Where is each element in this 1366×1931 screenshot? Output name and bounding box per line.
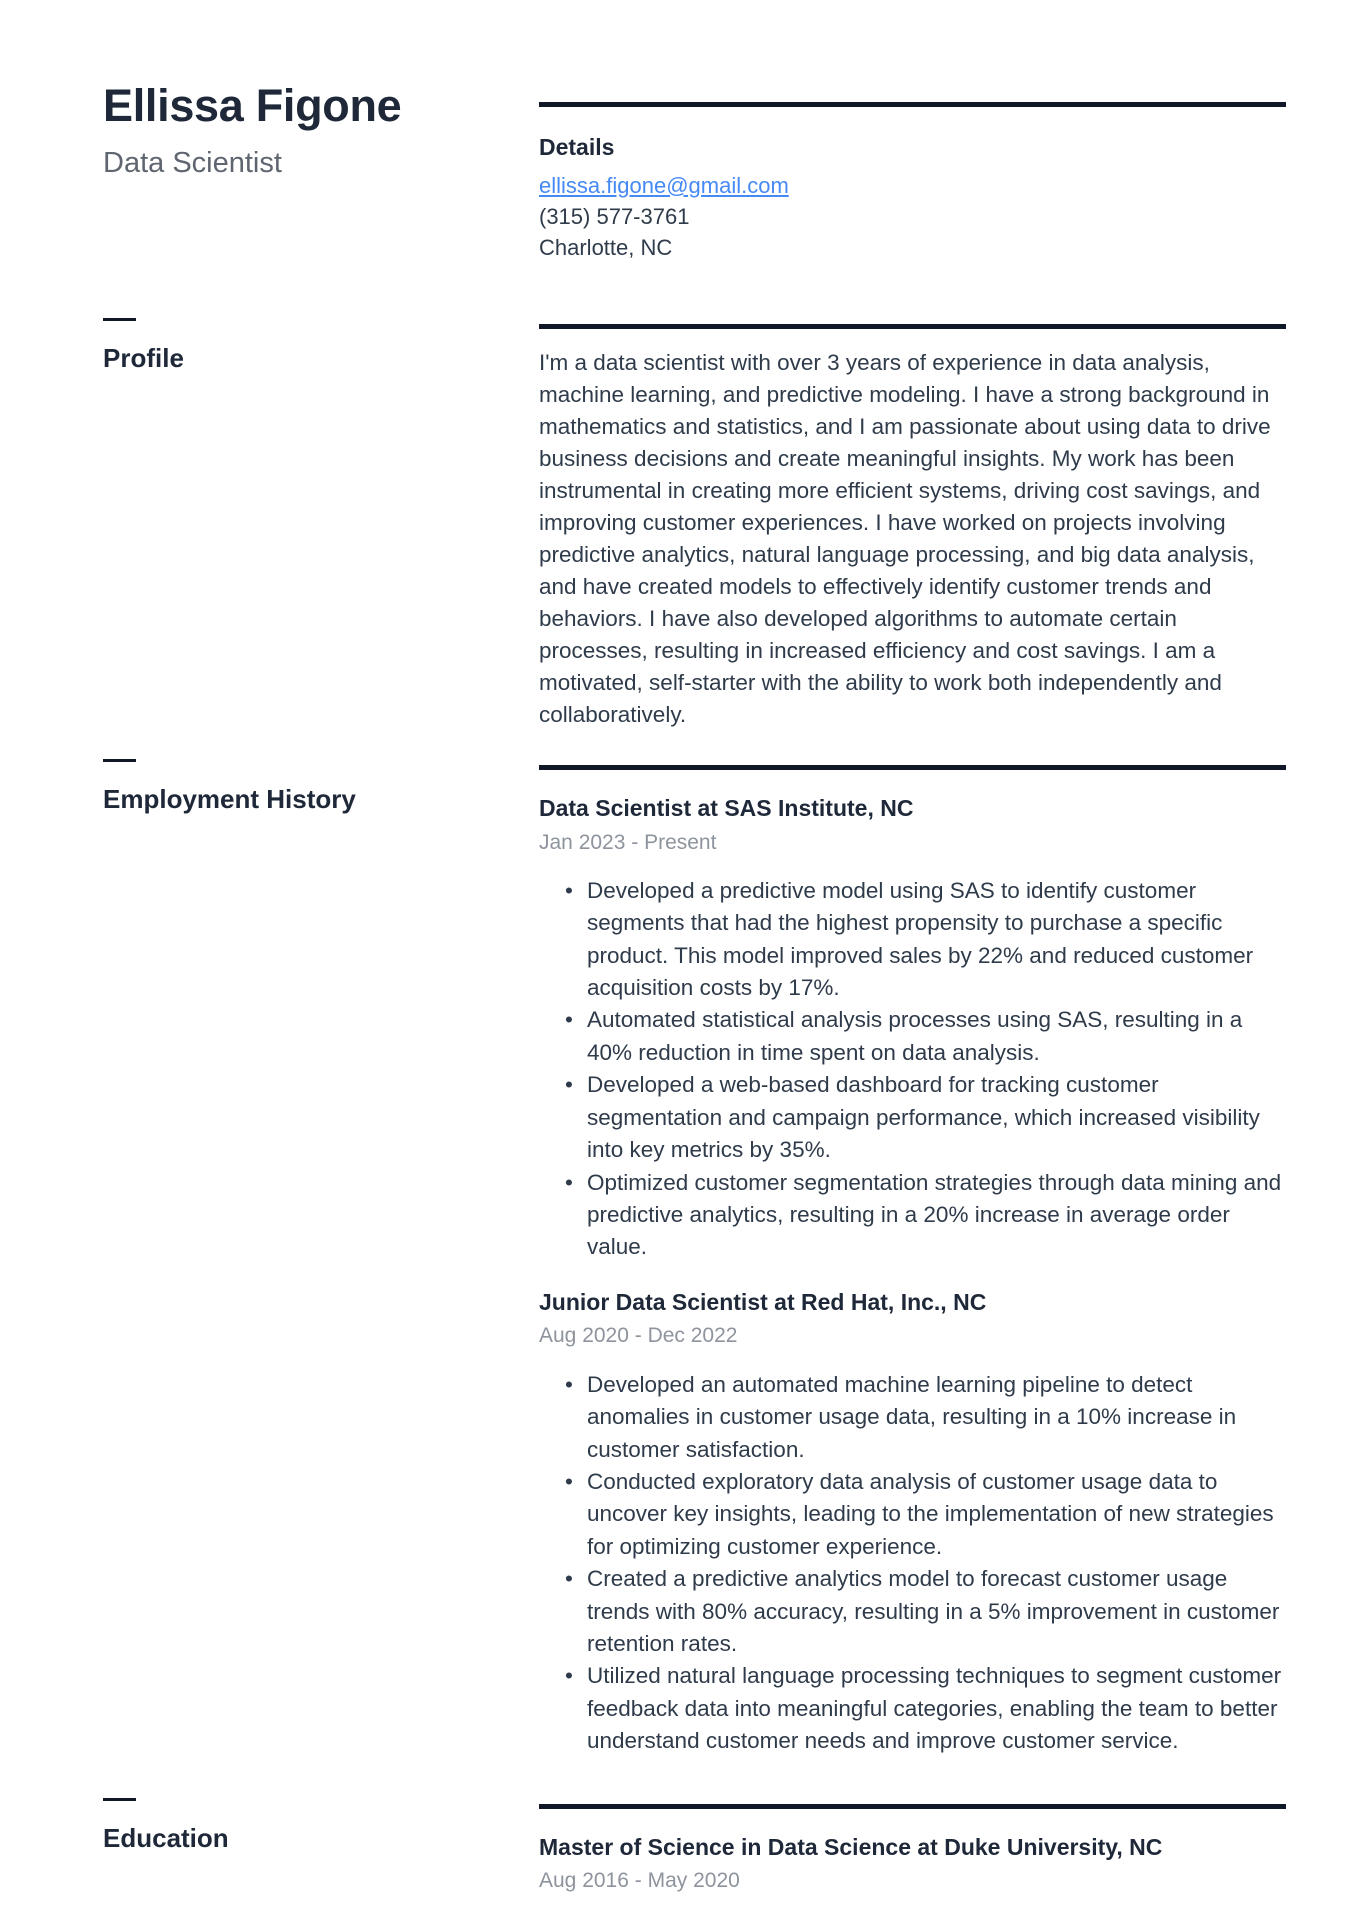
employment-heading-block xyxy=(103,759,539,1758)
education-heading-block xyxy=(103,1798,539,1896)
profile-heading-block xyxy=(103,318,539,731)
job-title: Data Scientist at SAS Institute, NC xyxy=(539,794,914,821)
section-dash xyxy=(103,318,136,321)
degree-dates: Aug 2016 - May 2020 xyxy=(539,1869,740,1893)
education-row xyxy=(103,1798,1286,1896)
job-dates: Aug 2020 - Dec 2022 xyxy=(539,1324,738,1348)
employment-rule xyxy=(539,765,1286,770)
job-entry xyxy=(539,794,1286,1264)
profile-paragraph: I'm a data scientist with over 3 years of experience in data analysis, machine learning, and predictive modeling. I have a strong background in mathematics and statistics, and I am passionate about using data to drive business decisions and create meaningful insights. My work has been instrumental in creating more efficient systems, driving cost savings, and improving customer experiences. I have worked on projects involving predictive analytics, natural language processing, and big data analysis, and have created models to effectively identify customer trends and behaviors. I have also developed algorithms to automate certain processes, resulting in increased efficiency and cost savings. I am a motivated, self-starter with the ability to work both independently and collaboratively. xyxy=(539,349,1271,727)
job-dates: Jan 2023 - Present xyxy=(539,830,717,854)
profile-section-heading: Profile xyxy=(103,342,184,373)
job-bullet: • Developed a predictive model using SAS to identify customer segments that had the highest propensity to purchase a specific product. This model improved sales by 22% and reduced customer acquisition costs by 17%. xyxy=(539,875,1286,1005)
job-bullet-list xyxy=(539,875,1286,1264)
job-bullet: • Utilized natural language processing techniques to segment customer feedback data into meaningful categories, enabling the team to better understand customer needs and improve customer service. xyxy=(539,1660,1286,1757)
profile-content xyxy=(539,318,1286,731)
education-section-heading: Education xyxy=(103,1822,229,1853)
job-bullet: • Developed a web-based dashboard for tracking customer segmentation and campaign performance, which increased visibility into key metrics by 35%. xyxy=(539,1069,1286,1166)
section-dash xyxy=(103,759,136,762)
details-heading: Details xyxy=(539,134,615,160)
job-bullet-list xyxy=(539,1369,1286,1758)
education-rule xyxy=(539,1804,1286,1809)
person-job-title: Data Scientist xyxy=(103,146,282,179)
job-title: Junior Data Scientist at Red Hat, Inc., NC xyxy=(539,1288,987,1315)
job-bullet: • Automated statistical analysis processes using SAS, resulting in a 40% reduction in time spent on data analysis. xyxy=(539,1004,1286,1069)
job-entry xyxy=(539,1288,1286,1758)
job-bullet: • Developed an automated machine learning pipeline to detect anomalies in customer usage data, resulting in a 10% increase in customer satisfaction. xyxy=(539,1369,1286,1466)
degree-title: Master of Science in Data Science at Duke University, NC xyxy=(539,1833,1163,1860)
identity-block xyxy=(103,80,539,263)
employment-row xyxy=(103,759,1286,1758)
job-bullet: • Created a predictive analytics model to forecast customer usage trends with 80% accuracy, resulting in a 5% improvement in customer retention rates. xyxy=(539,1563,1286,1660)
education-content xyxy=(539,1798,1286,1896)
profile-rule xyxy=(539,324,1286,329)
profile-row xyxy=(103,318,1286,731)
header-row xyxy=(103,80,1286,263)
details-block xyxy=(539,80,1286,263)
details-rule xyxy=(539,102,1286,107)
employment-section-heading: Employment History xyxy=(103,783,356,814)
email-link[interactable]: ellissa.figone@gmail.com xyxy=(539,172,789,198)
section-dash xyxy=(103,1798,136,1801)
phone-number: (315) 577-3761 xyxy=(539,203,690,229)
job-bullet: • Conducted exploratory data analysis of customer usage data to uncover key insights, leading to the implementation of new strategies for optimizing customer experience. xyxy=(539,1466,1286,1563)
email-line xyxy=(539,170,1286,201)
location-text: Charlotte, NC xyxy=(539,234,673,260)
job-bullet: • Optimized customer segmentation strategies through data mining and predictive analytics, resulting in a 20% increase in average order value. xyxy=(539,1167,1286,1264)
education-entry xyxy=(539,1833,1286,1896)
employment-content xyxy=(539,759,1286,1758)
person-name: Ellissa Figone xyxy=(103,80,402,131)
